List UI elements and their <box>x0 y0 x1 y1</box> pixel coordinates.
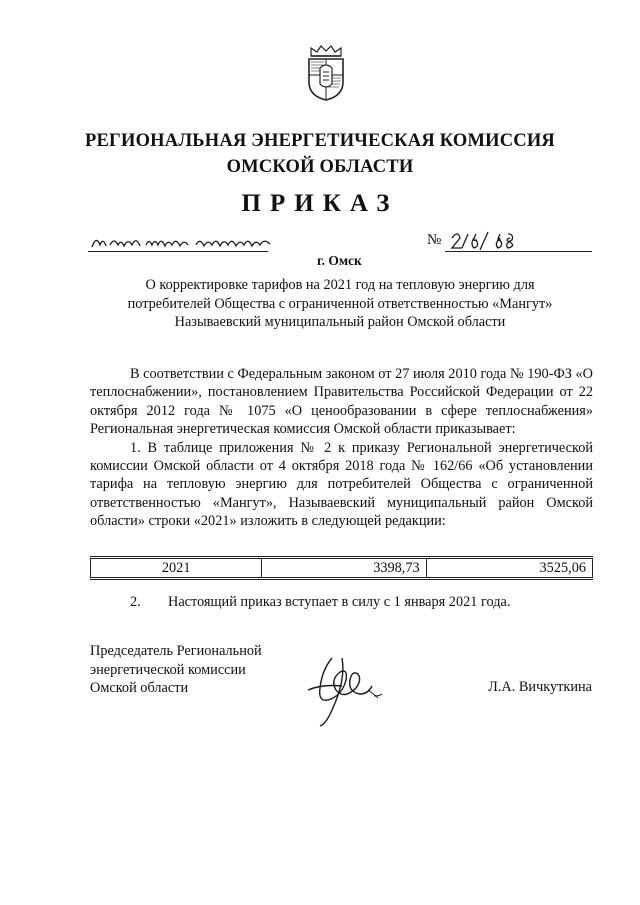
signer-position-line3: Омской области <box>90 680 189 697</box>
city-label: г. Омск <box>317 253 362 268</box>
item-1-paragraph: 1. В таблице приложения № 2 к приказу Региональной энергетической комиссии Омской области от 4 октября 2018 года № 162/66 «Об установлении тарифа на тепловую энергию для потребителей Общества с ограниченной ответственностью «Мангут», Называевский муниципальный район Омской области» строки «2021» изложить в следующей редакции: <box>90 439 593 530</box>
subject-line3: Называевский муниципальный район Омской области <box>174 314 506 331</box>
preamble-paragraph: В соответствии с Федеральным законом от 27 июля 2010 года № 190-ФЗ «О теплоснабжении», постановлением Правительства Российской Федерации от 22 октября 2012 года № 1075 «О ценообразовании в сфере теплоснабжения» Региональная энергетическая комиссия Омской области приказывает: <box>90 366 593 438</box>
subject-line2: потребителей Общества с ограниченной ответственностью «Мангут» <box>127 295 553 312</box>
table-cell-tariff-1: 3398,73 <box>262 558 426 579</box>
signer-name: Л.А. Вичкуткина <box>488 679 592 695</box>
order-body <box>90 365 593 531</box>
item-2-number: 2. <box>130 594 141 610</box>
handwritten-date <box>88 229 278 253</box>
org-name-line2: ОМСКОЙ ОБЛАСТИ <box>226 157 414 177</box>
table-row <box>91 558 593 579</box>
subject-line1: О корректировке тарифов на 2021 год на тепловую энергию для <box>145 277 535 293</box>
org-name-line1: РЕГИОНАЛЬНАЯ ЭНЕРГЕТИЧЕСКАЯ КОМИССИЯ <box>84 131 555 151</box>
coat-of-arms-icon <box>303 44 349 102</box>
date-underline <box>88 251 268 252</box>
signer-position-line2: энергетической комиссии <box>90 661 246 678</box>
document-type-title: ПРИКАЗ <box>241 190 399 217</box>
table-cell-tariff-2: 3525,06 <box>426 558 592 579</box>
signer-position-line1: Председатель Региональной <box>90 643 262 659</box>
number-sign: № <box>427 232 442 248</box>
order-subject <box>90 276 590 332</box>
handwritten-signature <box>302 650 387 730</box>
table-cell-year: 2021 <box>91 558 262 579</box>
tariff-table <box>90 556 593 580</box>
number-underline <box>445 251 592 252</box>
handwritten-number <box>448 228 538 252</box>
item-2-paragraph <box>130 594 510 611</box>
item-2-text: Настоящий приказ вступает в силу с 1 января 2021 года. <box>168 594 511 610</box>
signer-position <box>90 642 262 698</box>
